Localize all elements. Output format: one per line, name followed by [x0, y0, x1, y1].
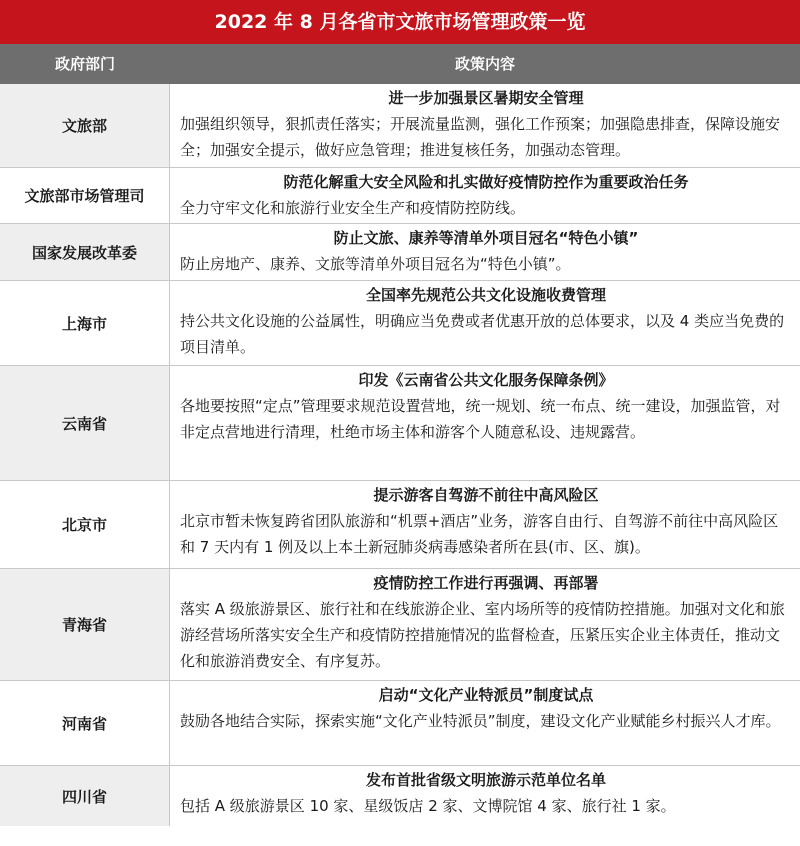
- policy-desc: 加强组织领导，狠抓责任落实；开展流量监测，强化工作预案；加强隐患排查，保障设施安全；加强安全提示，做好应急管理；推进复核任务，加强动态管理。: [180, 115, 781, 159]
- table-row: [0, 481, 800, 569]
- dept-cell: 国家发展改革委: [0, 224, 170, 280]
- table-row: [0, 224, 800, 281]
- table-row: [0, 569, 800, 681]
- policy-title: 疫情防控工作进行再强调、再部署: [373, 574, 599, 592]
- dept-cell: 河南省: [0, 681, 170, 765]
- policy-cell: [170, 366, 800, 480]
- table-row: [0, 281, 800, 366]
- policy-title: 提示游客自驾游不前往中高风险区: [373, 486, 599, 504]
- table-row: [0, 84, 800, 168]
- policy-title: 印发《云南省公共文化服务保障条例》: [358, 371, 614, 389]
- dept-cell: 文旅部: [0, 84, 170, 167]
- table-row: [0, 766, 800, 826]
- policy-desc: 持公共文化设施的公益属性，明确应当免费或者优惠开放的总体要求，以及 4 类应当免费的项目清单。: [180, 312, 785, 356]
- dept-cell: 北京市: [0, 481, 170, 568]
- dept-cell: 上海市: [0, 281, 170, 365]
- policy-desc: 防止房地产、康养、文旅等清单外项目冠名为“特色小镇”。: [180, 255, 571, 273]
- policy-cell: [170, 224, 800, 280]
- policy-cell: [170, 569, 800, 680]
- policy-desc: 鼓励各地结合实际，探索实施“文化产业特派员”制度，建设文化产业赋能乡村振兴人才库。: [180, 712, 781, 730]
- policy-cell: [170, 84, 800, 167]
- policy-desc: 包括 A 级旅游景区 10 家、星级饭店 2 家、文博院馆 4 家、旅行社 1 家。: [180, 797, 676, 815]
- policy-title: 启动“文化产业特派员”制度试点: [378, 686, 594, 704]
- policy-title: 发布首批省级文明旅游示范单位名单: [365, 771, 606, 789]
- header-content: 政策内容: [454, 55, 515, 73]
- policy-title: 防止文旅、康养等清单外项目冠名“特色小镇”: [333, 229, 639, 247]
- policy-cell: [170, 168, 800, 223]
- policy-cell: [170, 766, 800, 826]
- table-row: [0, 366, 800, 481]
- policy-title: 进一步加强景区暑期安全管理: [388, 89, 584, 107]
- table-row: [0, 681, 800, 766]
- policy-desc: 北京市暂未恢复跨省团队旅游和“机票+酒店”业务，游客自由行、自驾游不前往中高风险区和 7 天内有 1 例及以上本土新冠肺炎病毒感染者所在县(市、区、旗)。: [180, 512, 779, 556]
- dept-cell: 云南省: [0, 366, 170, 480]
- dept-cell: 文旅部市场管理司: [0, 168, 170, 223]
- policy-desc: 各地要按照“定点”管理要求规范设置营地，统一规划、统一布点、统一建设，加强监管，对非定点营地进行清理，杜绝市场主体和游客个人随意私设、违规露营。: [180, 397, 781, 441]
- policy-cell: [170, 281, 800, 365]
- dept-cell: 青海省: [0, 569, 170, 680]
- header-dept: 政府部门: [54, 55, 115, 73]
- dept-cell: 四川省: [0, 766, 170, 826]
- page-title: 2022 年 8 月各省市文旅市场管理政策一览: [0, 0, 800, 44]
- policy-desc: 全力守牢文化和旅游行业安全生产和疫情防控防线。: [180, 199, 526, 217]
- table-row: [0, 168, 800, 224]
- policy-desc: 落实 A 级旅游景区、旅行社和在线旅游企业、室内场所等的疫情防控措施。加强对文化和旅游经营场所落实安全生产和疫情防控措施情况的监督检查，压紧压实企业主体责任，推动文化和旅游消费安全、有序复苏。: [180, 600, 785, 670]
- policy-cell: [170, 481, 800, 568]
- table-header: [0, 44, 800, 84]
- policy-title: 防范化解重大安全风险和扎实做好疫情防控作为重要政治任务: [283, 173, 689, 191]
- policy-cell: [170, 681, 800, 765]
- policy-title: 全国率先规范公共文化设施收费管理: [365, 286, 606, 304]
